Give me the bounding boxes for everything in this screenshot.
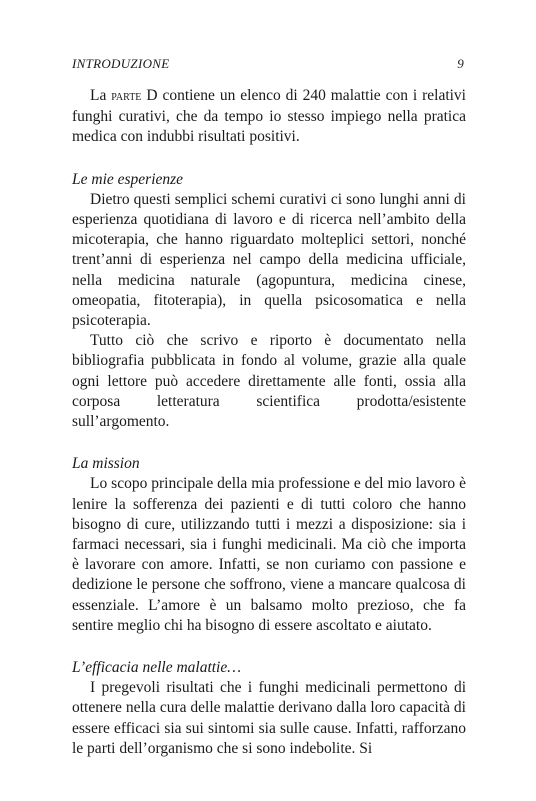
- section-heading: Le mie esperienze: [72, 170, 184, 188]
- section-esperienze: [72, 170, 466, 433]
- running-header: [72, 56, 464, 72]
- body-paragraph: I pregevoli risultati che i funghi medicinali permettono di ottenere nella cura delle malattie derivano dalla loro capacità di essere efficaci sia sui sintomi sia sulle cause. Infatti, rafforzano le parti dell’organismo che si sono indebolite. Si: [72, 679, 466, 757]
- body-paragraph: Tutto ciò che scrivo e riporto è documentato nella bibliografia pubblicata in fondo al volume, grazie alla quale ogni lettore può accedere direttamente alle fonti, ossia alla corposa letteratura scientifica prodotta/esistente sull’argomento.: [72, 332, 466, 431]
- body-paragraph: Dietro questi semplici schemi curativi ci sono lunghi anni di esperienza quotidiana di lavoro e di ricerca nell’ambito della micoterapia, che hanno riguardato molteplici settori, nonché trent’anni di esperienza nel campo della medicina ufficiale, nella medicina naturale (agopuntura, medicina cinese, omeopatia, fitoterapia), in quella psicosomatica e nella psicoterapia.: [72, 190, 466, 330]
- page-number: 9: [457, 56, 464, 71]
- intro-paragraph: [72, 86, 466, 148]
- intro-text-after: D contiene un elenco di 240 malattie con i relativi funghi curativi, che da tempo io stesso impiego nella pratica medica con indubbi risultati positivi.: [72, 87, 466, 146]
- intro-small-caps: parte: [111, 89, 142, 104]
- section-mission: [72, 454, 466, 636]
- body-paragraph: Lo scopo principale della mia professione e del mio lavoro è lenire la sofferenza dei pazienti e di tutti coloro che hanno bisogno di cure, utilizzando tutti i mezzi a disposizione: sia i farmaci necessari, sia i funghi medicinali. Ma ciò che importa è lavorare con amore. Infatti, se non curiamo con passione e dedizione le persone che soffrono, viene a mancare qualcosa di essenziale. L’amore è un balsamo molto prezioso, che fa sentire meglio chi ha bisogno di essere ascoltato e aiutato.: [72, 475, 466, 634]
- section-heading: L’efficacia nelle malattie…: [72, 659, 242, 677]
- section-efficacia: [72, 658, 466, 759]
- chapter-title: INTRODUZIONE: [72, 56, 170, 71]
- intro-section: [72, 86, 466, 148]
- page-body: [72, 86, 466, 759]
- section-heading: La mission: [72, 455, 140, 473]
- intro-text-before: La: [90, 87, 112, 104]
